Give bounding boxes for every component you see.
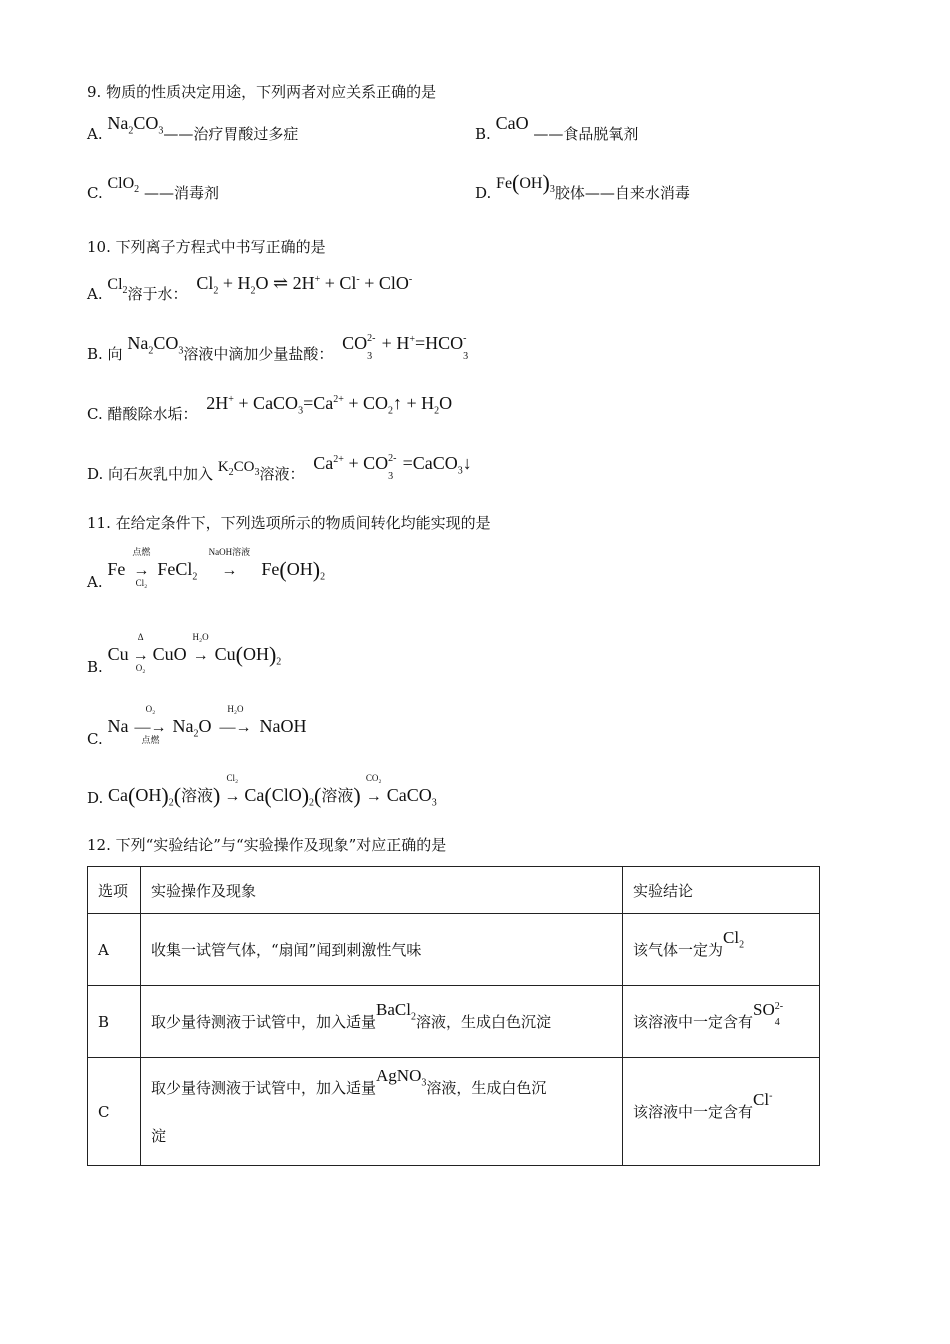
q9-option-b: B. CaO ——食品脱氧剂 — [475, 113, 639, 143]
q11-option-d: D. $Ca(OH)_2$(溶液) Cl₂ → $Ca(ClO)_2$(溶液) CO₂ → CaCO$_3$ — [87, 773, 437, 809]
q12-stem: 12. 下列“实验结论”与“实验操作及现象”对应正确的是 — [87, 836, 447, 854]
q10-d-equation: $Ca^{2+}$ + CO 2- 3 =CaCO$_3$↓ — [313, 453, 472, 482]
row-c-operation: 取少量待测液于试管中，加入适量AgNO$_3$溶液，生成白色沉 淀 — [141, 1058, 623, 1166]
table-row — [88, 986, 820, 1058]
table-row — [88, 1058, 820, 1166]
row-a-operation: 收集一试管气体，“扇闻”闻到刺激性气味 — [141, 914, 623, 986]
arrow-co2: CO₂ → — [365, 773, 382, 805]
arrow-heat: Δ → O₂ — [132, 632, 149, 673]
table-row — [88, 914, 820, 986]
arrow-water: H₂O → — [192, 632, 209, 664]
q10-option-a: A. $Cl_2$溶于水： $Cl_2 + H_2O$ ⇌ 2H+ + Cl- + ClO- — [87, 273, 413, 303]
row-b-operation: 取少量待测液于试管中，加入适量BaCl$_2$溶液，生成白色沉淀 — [141, 986, 623, 1058]
header-option: 选项 — [88, 867, 141, 914]
arrow-naoh: NaOH溶液 → — [208, 547, 251, 579]
q10-a-equation: $Cl_2 + H_2O$ ⇌ 2H+ + Cl- + ClO- — [196, 273, 413, 297]
row-c-conclusion: 该溶液中一定含有Cl- — [623, 1058, 820, 1166]
q10-option-c: C. 醋酸除水垢： $2H^+ + CaCO_3=Ca^{2+}$ + $CO_2↑ + H_2O$ — [87, 393, 453, 423]
q12-table — [87, 866, 820, 1166]
arrow-oxygen: O₂ —→ 点燃 — [134, 704, 167, 745]
row-a-option: A — [88, 914, 141, 986]
row-b-conclusion: 该溶液中一定含有SO 2- 4 — [623, 986, 820, 1058]
q10-stem: 10. 下列离子方程式中书写正确的是 — [87, 238, 326, 256]
q9-option-d: D. $Fe(OH)_3$胶体——自来水消毒 — [475, 170, 690, 202]
q11-stem: 11. 在给定条件下，下列选项所示的物质间转化均能实现的是 — [87, 514, 491, 532]
q11-option-c: C. Na O₂ —→ 点燃 $Na_2O$ H₂O —→ NaOH — [87, 704, 307, 748]
q10-c-equation: $2H^+ + CaCO_3=Ca^{2+}$ + $CO_2↑ + H_2O$ — [206, 393, 453, 417]
arrow-chlorine: Cl₂ → — [224, 773, 241, 805]
q11-option-b: B. Cu Δ → O₂ CuO H₂O → $Cu(OH)_2$ — [87, 632, 282, 676]
row-c-option: C — [88, 1058, 141, 1166]
table-header-row — [88, 867, 820, 914]
row-a-conclusion: 该气体一定为$Cl_2$ — [623, 914, 820, 986]
q9-option-a: A. $Na_2CO_3——$治疗胃酸过多症 — [87, 113, 299, 143]
header-operation: 实验操作及现象 — [141, 867, 623, 914]
q10-option-d: D. 向石灰乳中加入 $K_2CO_3$溶液： $Ca^{2+}$ + CO 2- 3 =CaCO$_3$↓ — [87, 453, 472, 483]
arrow-ignite: 点燃 → Cl₂ — [132, 547, 151, 588]
q9-stem: 9. 物质的性质决定用途，下列两者对应关系正确的是 — [87, 83, 437, 101]
q9-option-c: C. ClO$_2$ ——消毒剂 — [87, 175, 219, 202]
q10-option-b: B. 向 $Na_2CO_3$溶液中滴加少量盐酸： CO 2- 3 + H+=HCO - 3 — [87, 342, 471, 365]
header-conclusion: 实验结论 — [623, 867, 820, 914]
q11-option-a: A. Fe 点燃 → Cl₂ FeCl$_2$ NaOH溶液 → $Fe(OH)_2$ — [87, 547, 326, 591]
row-b-option: B — [88, 986, 141, 1058]
q10-b-equation: CO 2- 3 + H+=HCO - 3 — [342, 333, 469, 362]
arrow-water-c: H₂O —→ — [219, 704, 252, 736]
